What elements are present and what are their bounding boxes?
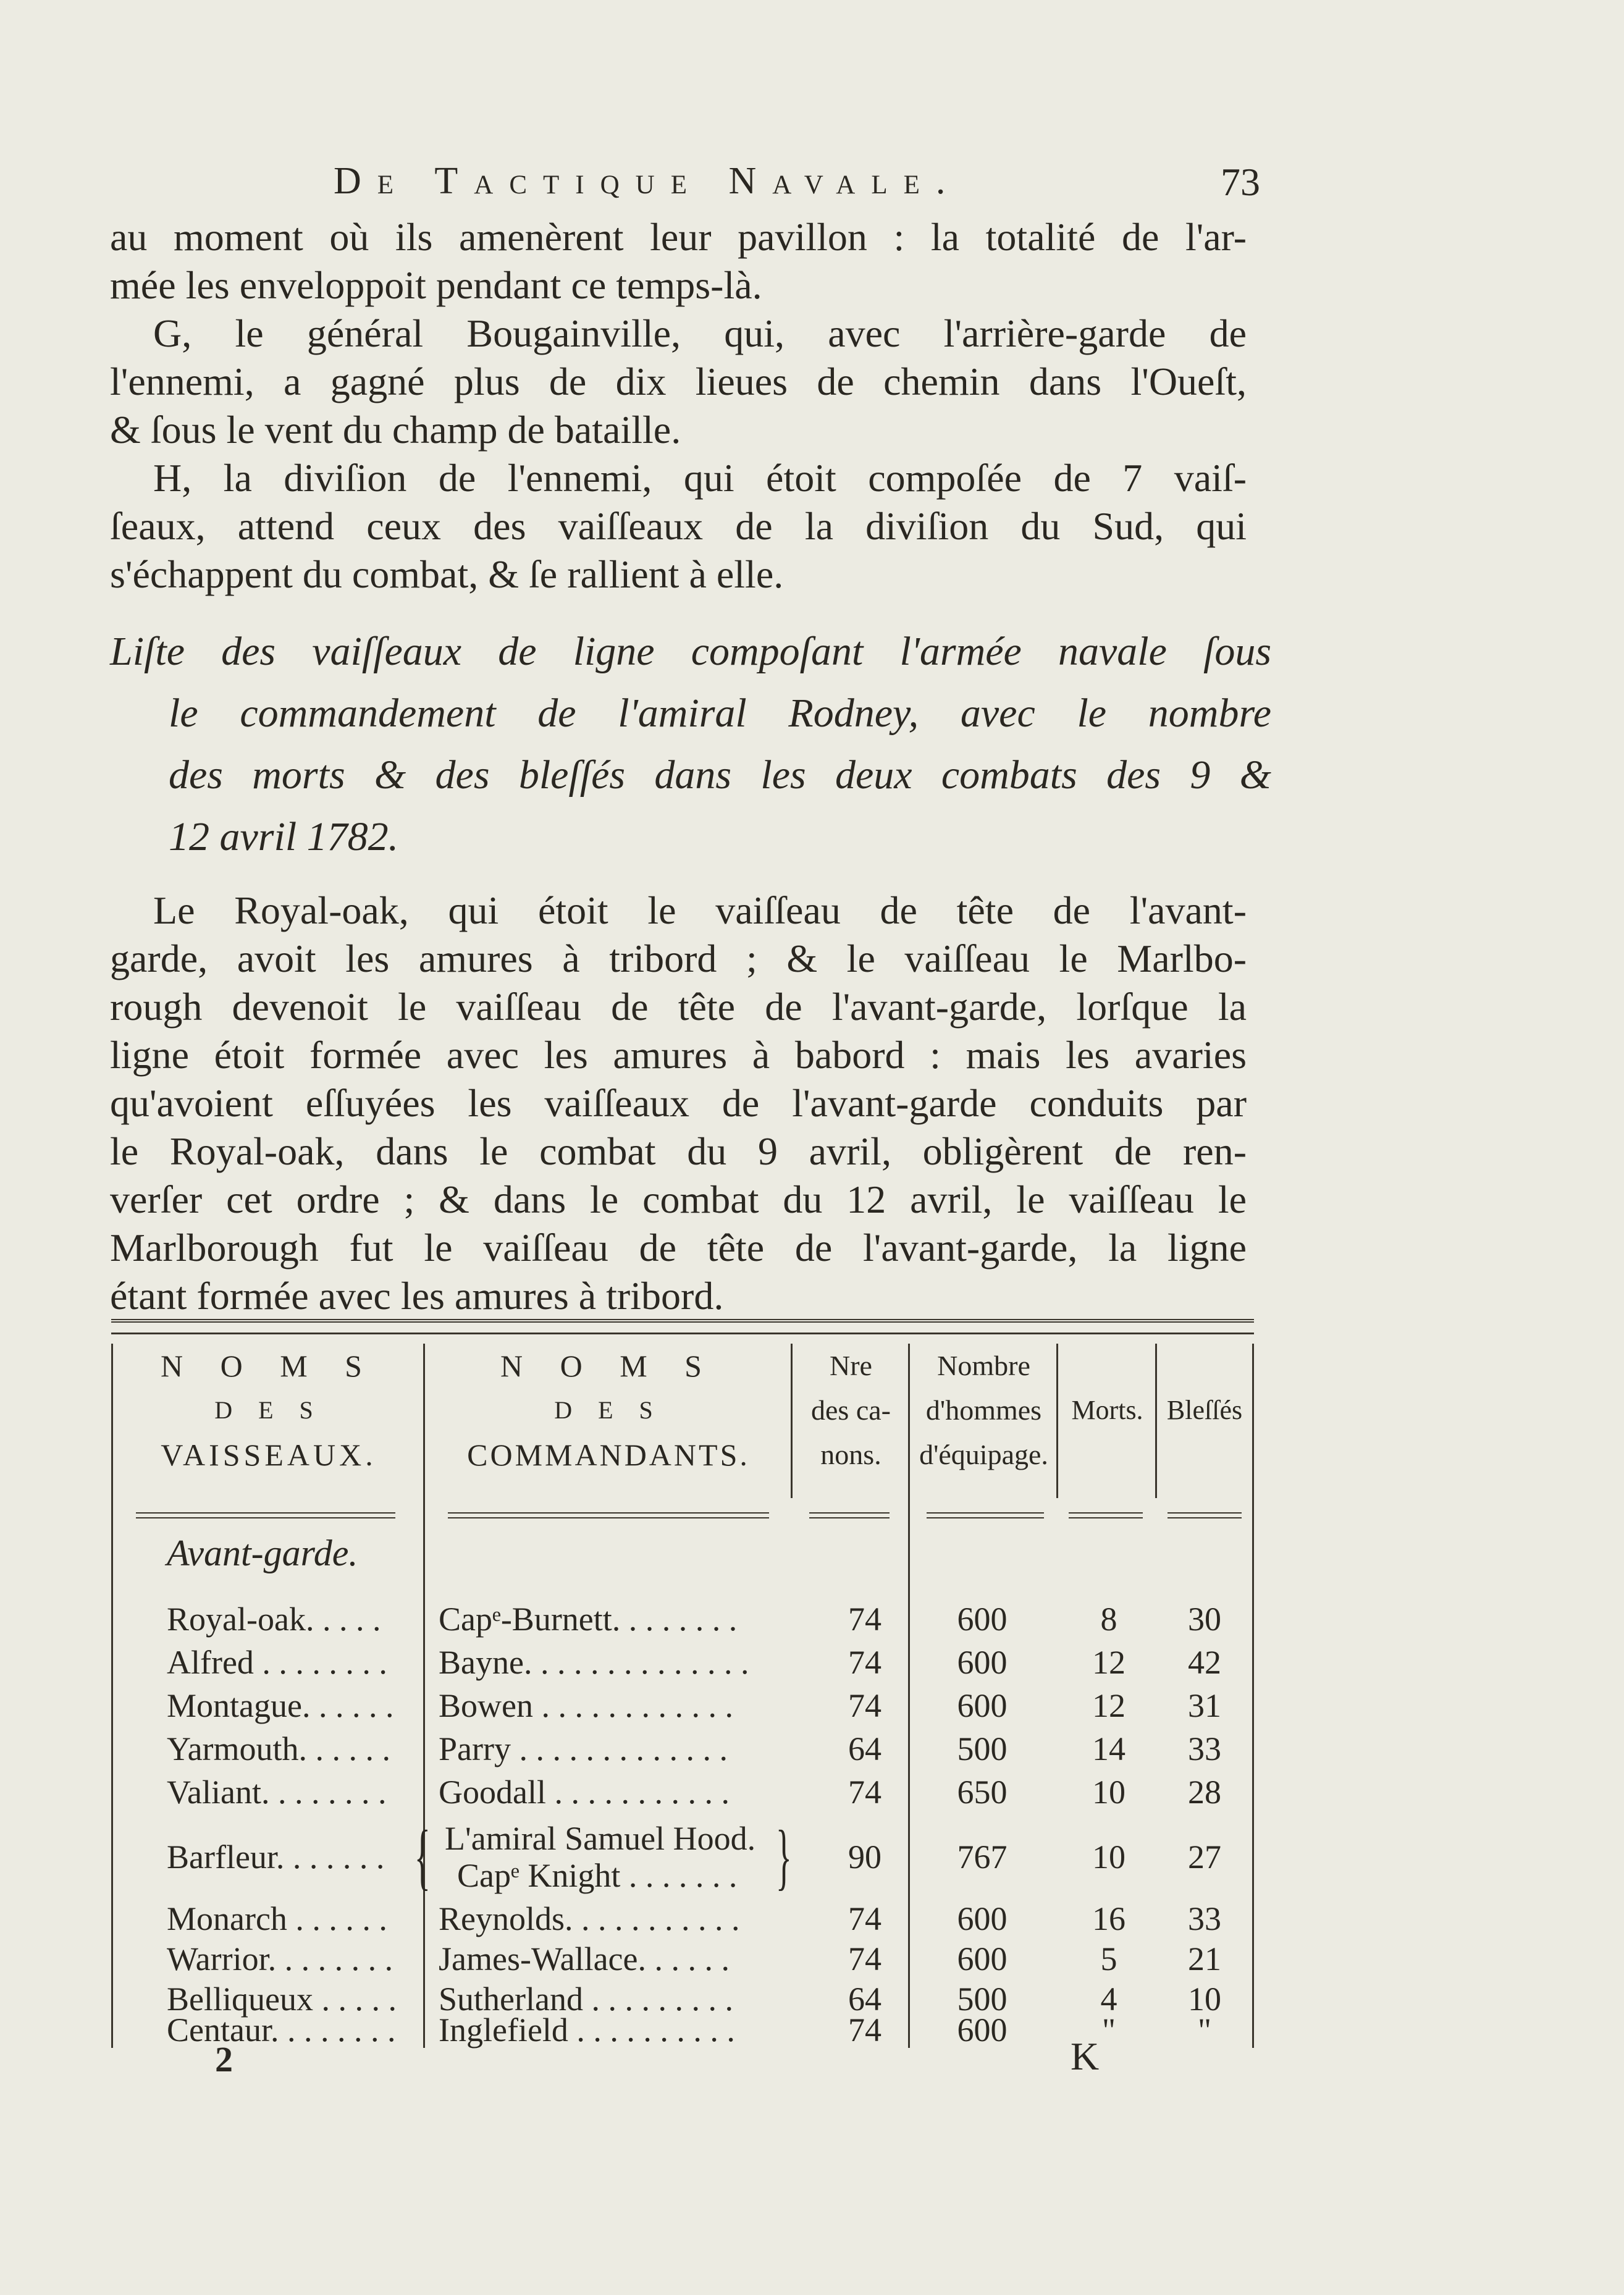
header-dead: Morts.	[1071, 1395, 1143, 1425]
guns-value: 74	[848, 1644, 881, 1681]
header-crew: Nombre d'hommes d'équipage.	[919, 1350, 1048, 1470]
text-line: verſer cet ordre ; & dans le combat du 12 avril, le vaiſſeau le	[110, 1177, 1247, 1221]
page-number: 73	[1221, 160, 1260, 204]
column-divider	[791, 1344, 793, 1498]
caption-line: le commandement de l'amiral Rodney, avec le nombre	[169, 691, 1271, 736]
wounded-value: 31	[1188, 1687, 1221, 1724]
wounded-value: 27	[1188, 1838, 1221, 1876]
dead-value: "	[1101, 2011, 1116, 2049]
header-commanders: N O M S D E S COMMANDANTS.	[467, 1349, 750, 1472]
guns-value: 74	[848, 2011, 881, 2049]
ship-name: Royal-oak. . . . .	[167, 1601, 381, 1638]
dead-value: 4	[1100, 1981, 1117, 2018]
section-label: Avant-garde.	[167, 1533, 358, 1573]
header-rule	[1168, 1512, 1242, 1518]
table-row	[111, 1730, 1254, 1771]
text-line: le Royal-oak, dans le combat du 9 avril, obligèrent de ren-	[110, 1129, 1247, 1173]
running-header	[334, 159, 1260, 215]
table-row	[111, 1815, 1254, 1897]
text-line: Le Royal-oak, qui étoit le vaiſſeau de tête de l'avant-	[153, 888, 1247, 932]
table-top-rule	[111, 1319, 1254, 1334]
opening-paragraph	[110, 213, 1247, 599]
commander-name: James-Wallace. . . . . .	[439, 1940, 730, 1977]
ship-name: Alfred . . . . . . . .	[167, 1644, 387, 1681]
text-line: & ſous le vent du champ de bataille.	[110, 408, 681, 452]
guns-value: 74	[848, 1687, 881, 1724]
header-rule	[1069, 1512, 1143, 1518]
wounded-value: 42	[1188, 1644, 1221, 1681]
text-line: rough devenoit le vaiſſeau de tête de l'avant-garde, lorſque la	[110, 985, 1247, 1029]
crew-value: 600	[957, 1644, 1008, 1681]
ship-name: Valiant. . . . . . . .	[167, 1774, 387, 1811]
crew-value: 600	[957, 2011, 1008, 2049]
text-line: G, le général Bougainville, qui, avec l'arrière-garde de	[153, 311, 1247, 355]
header-ships: N O M S D E S VAISSEAUX.	[161, 1349, 377, 1472]
commander-name-second: Capᵉ Knight . . . . . . .	[457, 1857, 738, 1894]
text-line: garde, avoit les amures à tribord ; & le vaiſſeau le Marlbo-	[110, 937, 1247, 980]
crew-value: 767	[957, 1838, 1008, 1876]
crew-value: 600	[957, 1601, 1008, 1638]
guns-value: 74	[848, 1940, 881, 1977]
crew-value: 600	[957, 1900, 1008, 1937]
commander-name: Parry . . . . . . . . . . . . .	[439, 1730, 728, 1767]
crew-value: 650	[957, 1774, 1008, 1811]
text-line: qu'avoient eſſuyées les vaiſſeaux de l'avant-garde conduits par	[110, 1081, 1247, 1125]
column-divider	[1056, 1344, 1058, 1498]
guns-value: 74	[848, 1601, 881, 1638]
text-line: étant formée avec les amures à tribord.	[110, 1274, 724, 1318]
dead-value: 5	[1100, 1940, 1117, 1977]
table-row	[111, 1600, 1254, 1641]
text-line: ligne étoit formée avec les amures à babord : mais les avaries	[110, 1033, 1247, 1077]
caption-line: des morts & des bleſſés dans les deux combats des 9 &	[169, 752, 1271, 798]
header-rule	[927, 1512, 1044, 1518]
crew-value: 600	[957, 1940, 1008, 1977]
dead-value: 10	[1092, 1838, 1125, 1876]
commander-name: L'amiral Samuel Hood.	[445, 1820, 756, 1857]
table-row	[111, 1643, 1254, 1684]
caption-line: Liſte des vaiſſeaux de ligne compoſant l'armée navale ſous	[110, 629, 1271, 674]
crew-value: 500	[957, 1730, 1008, 1767]
text-line: l'ennemi, a gagné plus de dix lieues de chemin dans l'Oueſt,	[110, 360, 1247, 403]
dead-value: 12	[1092, 1644, 1125, 1681]
catchword: K	[1071, 2034, 1100, 2078]
dead-value: 10	[1092, 1774, 1125, 1811]
text-line: s'échappent du combat, & ſe rallient à elle.	[110, 552, 784, 596]
header-guns: Nre des ca- nons.	[811, 1350, 891, 1470]
table-caption	[110, 621, 1271, 868]
wounded-value: 28	[1188, 1774, 1221, 1811]
wounded-value: 33	[1188, 1730, 1221, 1767]
header-wounded: Bleſſés	[1166, 1395, 1243, 1425]
caption-line: 12 avril 1782.	[169, 814, 399, 859]
guns-value: 64	[848, 1981, 881, 2018]
commander-name: Sutherland . . . . . . . . .	[439, 1981, 733, 2018]
table-row	[111, 1773, 1254, 1814]
body-paragraph	[110, 886, 1247, 1320]
crew-value: 600	[957, 1687, 1008, 1724]
commander-name: Inglefield . . . . . . . . . .	[439, 2011, 735, 2049]
text-line: mée les enveloppoit pendant ce temps-là.	[110, 263, 762, 307]
ship-name: Yarmouth. . . . . .	[167, 1730, 391, 1767]
ship-name: Belliqueux . . . . .	[167, 1981, 397, 2018]
dead-value: 16	[1092, 1900, 1125, 1937]
dead-value: 12	[1092, 1687, 1125, 1724]
table-row	[111, 1687, 1254, 1727]
crew-value: 500	[957, 1981, 1008, 2018]
ship-name: Warrior. . . . . . . .	[167, 1940, 393, 1977]
text-line: au moment où ils amenèrent leur pavillon : la totalité de l'ar-	[110, 215, 1247, 259]
header-rule	[136, 1512, 395, 1518]
commander-name: Bayne. . . . . . . . . . . . . .	[439, 1644, 749, 1681]
ship-name: Centaur. . . . . . . .	[167, 2011, 396, 2049]
dead-value: 8	[1100, 1601, 1117, 1638]
table-row	[111, 1940, 1254, 1981]
guns-value: 74	[848, 1900, 881, 1937]
wounded-value: 10	[1188, 1981, 1221, 2018]
commander-name: Reynolds. . . . . . . . . . .	[439, 1900, 740, 1937]
commander-name: Bowen . . . . . . . . . . . .	[439, 1687, 733, 1724]
wounded-value: 33	[1188, 1900, 1221, 1937]
table-row	[111, 1900, 1254, 1940]
header-rule	[448, 1512, 769, 1518]
ship-name: Montague. . . . . .	[167, 1687, 394, 1724]
guns-value: 74	[848, 1774, 881, 1811]
commander-name: Capᵉ-Burnett. . . . . . . .	[439, 1601, 738, 1638]
wounded-value: 30	[1188, 1601, 1221, 1638]
guns-value: 90	[848, 1838, 881, 1876]
brace-right: }	[775, 1815, 792, 1897]
dead-value: 14	[1092, 1730, 1125, 1767]
text-line: H, la diviſion de l'ennemi, qui étoit compoſée de 7 vaiſ-	[153, 456, 1247, 500]
ship-name: Monarch . . . . . .	[167, 1900, 387, 1937]
column-divider	[1155, 1344, 1157, 1498]
guns-value: 64	[848, 1730, 881, 1767]
header-rule	[809, 1512, 890, 1518]
brace-left: {	[414, 1815, 431, 1897]
running-title: De Tactique Navale.	[334, 160, 962, 202]
text-line: Marlborough fut le vaiſſeau de tête de l'avant-garde, la ligne	[110, 1226, 1247, 1270]
text-line: ſeaux, attend ceux des vaiſſeaux de la diviſion du Sud, qui	[110, 504, 1247, 548]
signature-mark: 2	[215, 2039, 233, 2079]
commander-name: Goodall . . . . . . . . . . .	[439, 1774, 730, 1811]
wounded-value: "	[1197, 2011, 1212, 2049]
wounded-value: 21	[1188, 1940, 1221, 1977]
ship-name: Barfleur. . . . . . .	[167, 1838, 385, 1876]
ship-table	[111, 1319, 1254, 2051]
